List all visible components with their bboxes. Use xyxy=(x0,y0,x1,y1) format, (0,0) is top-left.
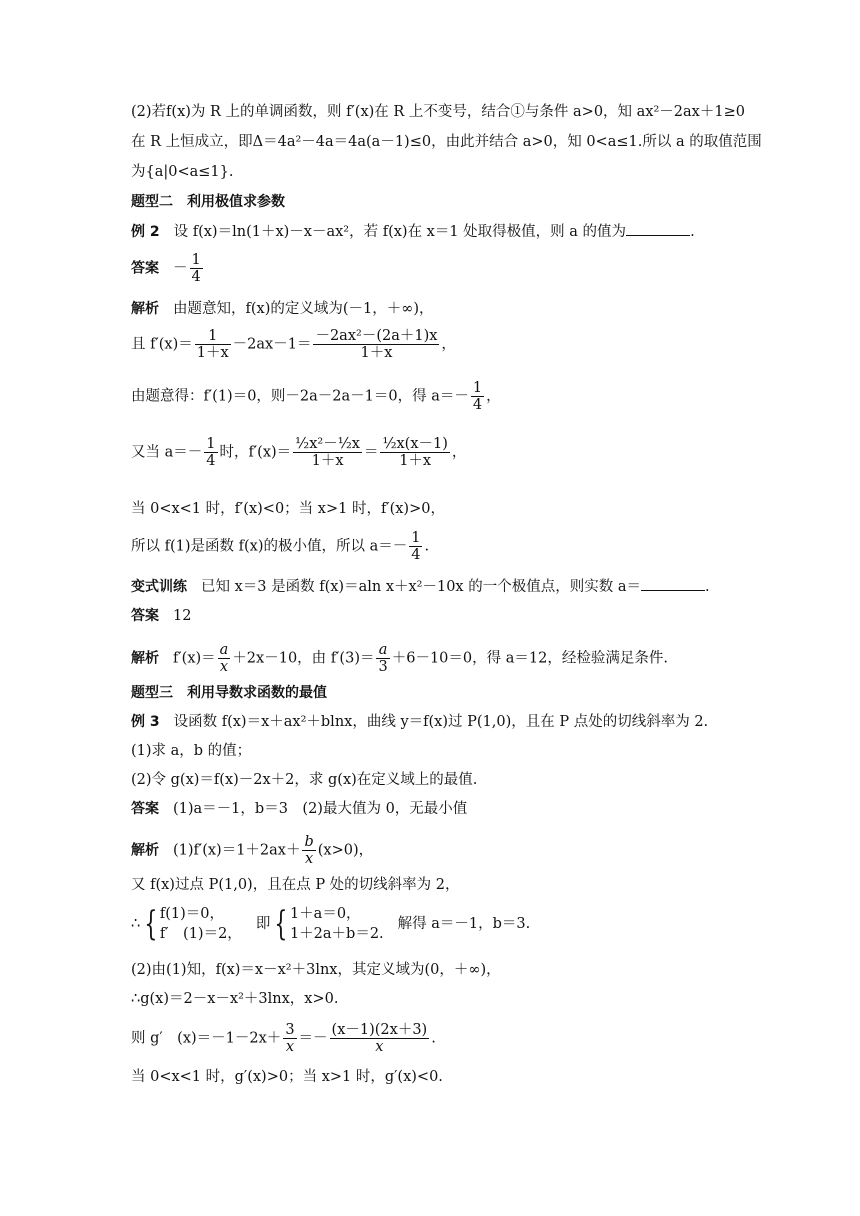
solution-line: 解析 (1)f′(x)＝1＋2ax＋ $\frac{b}{x}$ (x>0)， xyxy=(131,834,374,867)
fraction: $\frac{1}{1+x}$ xyxy=(196,328,229,361)
fraction: $\frac{\text{－2ax²－(2a＋1)x}}{1+x}$ xyxy=(315,328,438,361)
answer-label: 答案 xyxy=(131,260,159,277)
solution-line: 解析 f′(x)＝ $\frac{a}{x}$ ＋2x－10，由 f′(3)＝ $\frac{a}{3}$ ＋6－10＝0，得 a＝12，经检验满足条件. xyxy=(131,642,668,675)
answer-blank xyxy=(641,578,705,591)
text-line: (2)若f(x)为 R 上的单调函数，则 f′(x)在 R 上不变号，结合①与条件 a>0，知 ax²－2ax＋1≥0 xyxy=(131,104,745,120)
left-brace: { xyxy=(274,904,288,944)
solution-line: 且 f′(x)＝ $\frac{1}{1+x}$ －2ax－1＝ $\frac{\text{－2ax²－(2a＋1)x}}{1+x}$ ， xyxy=(131,328,456,361)
variant-exercise: 变式训练 已知 x＝3 是函数 f(x)＝aln x＋x²－10x 的一个极值点，则实数 a＝ . xyxy=(131,579,710,595)
left-brace: { xyxy=(144,904,158,944)
solution-line: (2)由(1)知，f(x)＝x－x²＋3lnx，其定义域为(0，＋∞)， xyxy=(131,962,501,978)
answer-line xyxy=(131,800,467,818)
solution-line: 由题意得：f′(1)＝0，则－2a－2a－1＝0，得 a＝－ $\frac{1}{4}$ ， xyxy=(131,380,501,413)
fraction: $\frac{b}{x}$ xyxy=(304,834,314,867)
example-text: 设函数 f(x)＝x＋ax²＋blnx，曲线 y＝f(x)过 P(1,0)，且在 P 点处的切线斜率为 2. xyxy=(173,714,709,730)
solution-line xyxy=(131,300,433,318)
answer-line xyxy=(131,252,205,285)
question-line: (1)求 a，b 的值； xyxy=(131,743,252,759)
answer-value: 12 xyxy=(173,608,192,624)
example-2: 例 2 设 f(x)＝ln(1＋x)－x－ax²，若 f(x)在 x＝1 处取得极值，则 a 的值为 . xyxy=(131,224,695,240)
fraction: $\frac{1}{4}$ xyxy=(411,530,421,563)
text-line: 为{a|0<a≤1}. xyxy=(131,164,234,180)
solution-line: ∴g(x)＝2－x－x²＋3lnx，x>0. xyxy=(131,991,339,1007)
fraction: $\frac{3}{x}$ xyxy=(285,1022,295,1055)
solution-label: 解析 xyxy=(131,650,159,667)
variant-label: 变式训练 xyxy=(131,579,187,595)
answer-label: 答案 xyxy=(131,801,159,817)
fraction: $\frac{1}{4}$ xyxy=(191,252,201,285)
fraction: $\frac{\text{½x²－½x}}{1+x}$ xyxy=(295,436,360,469)
answer-blank xyxy=(626,223,690,236)
section-heading: 题型二 利用极值求参数 xyxy=(131,194,285,210)
solution-line: 当 0<x<1 时，f′(x)<0；当 x>1 时，f′(x)>0， xyxy=(131,501,445,517)
solution-label: 解析 xyxy=(131,301,159,317)
answer-line xyxy=(131,607,191,625)
answer-value: (1)a＝－1，b＝3 (2)最大值为 0，无最小值 xyxy=(173,801,468,817)
solution-line: 所以 f(1)是函数 f(x)的极小值，所以 a＝－ $\frac{1}{4}$ . xyxy=(131,530,430,563)
solution-line: 则 g′ (x)＝－1－2x＋ $\frac{3}{x}$ ＝－ $\frac{(x-1)(2x+3)}{x}$ . xyxy=(131,1022,436,1055)
solution-line: ∴ { f(1)＝0， f′ (1)＝2， 即 { 1＋a＝0， 1＋2a＋b＝2. 解得 a＝－1，b＝3. xyxy=(131,904,531,944)
answer-sign: － xyxy=(173,260,188,277)
example-3 xyxy=(131,713,708,731)
fraction: $\frac{1}{4}$ xyxy=(472,380,483,413)
equation-system: 1＋a＝0， 1＋2a＋b＝2. xyxy=(289,906,384,942)
variant-text: 已知 x＝3 是函数 f(x)＝aln x＋x²－10x 的一个极值点，则实数 a＝ xyxy=(201,579,641,595)
solution-text: 由题意知，f(x)的定义域为(－1，＋∞)， xyxy=(173,301,434,317)
solution-line: 当 0<x<1 时，g′(x)>0；当 x>1 时，g′(x)<0. xyxy=(131,1069,443,1085)
solution-line: 又 f(x)过点 P(1,0)，且在点 P 处的切线斜率为 2， xyxy=(131,877,460,893)
example-label: 例 2 xyxy=(131,224,160,240)
section-heading: 题型三 利用导数求函数的最值 xyxy=(131,685,327,701)
fraction: $\frac{a}{x}$ xyxy=(219,642,229,675)
example-text: 设 f(x)＝ln(1＋x)－x－ax²，若 f(x)在 x＝1 处取得极值，则 a 的值为 xyxy=(173,224,627,240)
fraction: $\frac{1}{4}$ xyxy=(206,436,216,469)
example-label: 例 3 xyxy=(131,714,160,730)
fraction: $\frac{a}{3}$ xyxy=(378,642,388,675)
fraction: $\frac{(x-1)(2x+3)}{x}$ xyxy=(331,1022,428,1055)
question-line: (2)令 g(x)＝f(x)－2x＋2，求 g(x)在定义域上的最值. xyxy=(131,772,478,788)
text-line: 在 R 上恒成立，即Δ＝4a²－4a＝4a(a－1)≤0，由此并结合 a>0，知 0<a≤1.所以 a 的取值范围 xyxy=(131,134,762,150)
solution-line: 又当 a＝－ $\frac{1}{4}$ 时，f′(x)＝ $\frac{\text{½x²－½x}}{1+x}$ ＝ $\frac{\text{½x(x－1)}}{1+x}$ ， xyxy=(131,436,467,469)
fraction: $\frac{\text{½x(x－1)}}{1+x}$ xyxy=(382,436,448,469)
solution-label: 解析 xyxy=(131,842,159,859)
answer-label: 答案 xyxy=(131,608,159,624)
equation-system: f(1)＝0， f′ (1)＝2， xyxy=(159,906,242,942)
